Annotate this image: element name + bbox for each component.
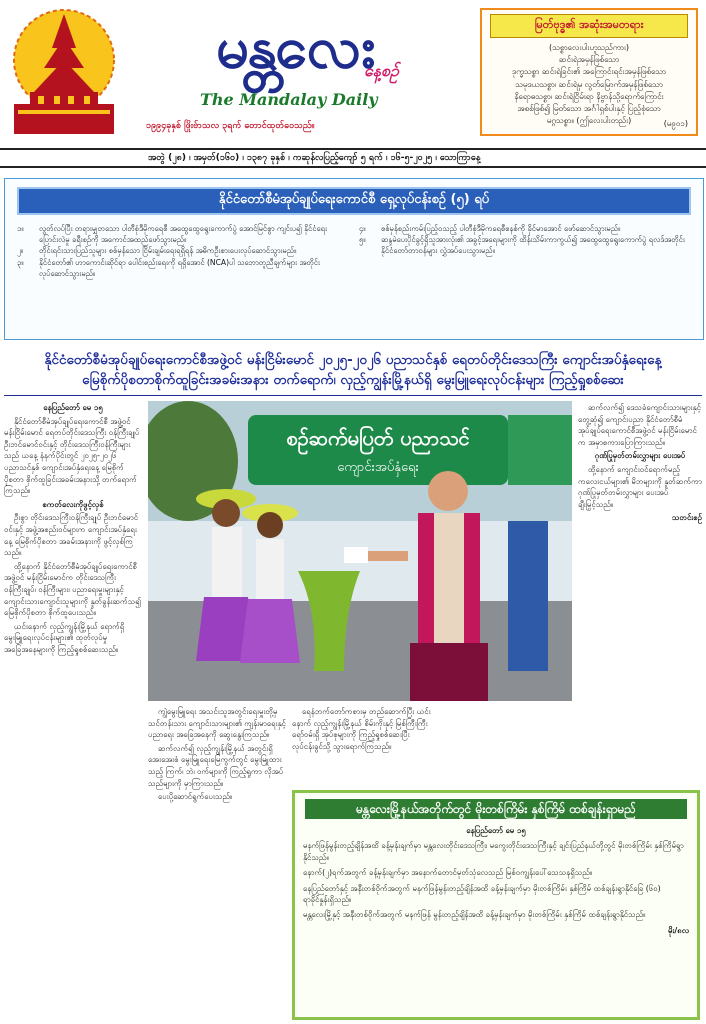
article-paragraph: ရေနံဘက်တော်ကစားမှ တည်ဆောက်ပြီး ယင်းနောက် လှည့်ကျွန်းမြို့နယ် စိမ်းကိုးနှင့် မြစ်ကြီးကြီးရော်ဝမ်းရှိ အုပ်စုများကို ကြည့်ရှုစစ်ဆေးပြီး လုပ်ငန်းခွင်သို့ သွားရောက်ကြသည်။ (292, 707, 431, 751)
objectives-left-column (17, 223, 349, 279)
news-photo (148, 401, 572, 701)
article-column-4 (578, 402, 702, 786)
article-paragraph: ပေးပို့ဆောင်ရွက်ပေးသည်။ (158, 792, 233, 802)
teaching-line: အစစ်ဖြစ်၍ မြတ်သော အင်္ဂါရှစ်ပါးနှင့် ပြည့်စုံသော (517, 104, 661, 114)
objectives-heading: နိုင်ငံတော်စီမံအုပ်ချုပ်ရေးကောင်စီ ရှေ့လုပ်ငန်းစဉ် (၅) ရပ် (17, 187, 691, 215)
ceremony-photo-illustration (148, 401, 572, 701)
masthead-title: မန္တလေး (216, 13, 374, 81)
masthead (0, 0, 706, 140)
palace-logo-icon (4, 8, 124, 138)
headline-line-2: မြေစိုက်ပိုစတာစိုက်ထူခြင်းအခမ်းအနား တက်ရောက်၊ လှည့်ကျွန်းမြို့နယ်ရှိ မွေးမြူရေးလုပ်ငန်းများ ကြည့်ရှုစစ်ဆေး (82, 372, 624, 388)
teaching-line: ဆင်းရဲအမှန်ဖြစ်သော (558, 55, 620, 65)
weather-paragraph: မန္တလေးမြို့နှင့် အနီးတစ်ဝိုက်အတွက် မနက်ဖြန် မွန်းတည့်ချိန်အထိ ခန့်မှန်းချက်မှာ မိုးတစ်ကြိမ်း နှစ်ကြိမ် ထစ်ချန်းရွာနိုင်သည်။ (303, 910, 646, 920)
banner-text-2: ကျောင်းအပ်နှံရေး (337, 460, 419, 475)
article-paragraph: ဦးစွာ တိုင်းဒေသကြီးဝန်ကြီးချုပ် ဦးဘင်မောင်ဝင်းနှင့် အဖွဲ့အစည်းဝင်များက ကျောင်းအပ်နှံရေးနေ့ မြေစိုက်ပိုစတာ အခမ်းအနားကို ဖွင့်လှစ်ကြသည်။ (4, 513, 139, 558)
article-paragraph: ဆက်လက်၍ လှည့်ကျွန်းမြို့နယ် အတွင်းရှိ အေးအေးစံ မွေးမြူရေးမြေကွက်တွင် မွေးမြူထားသည့် ကြက်၊ ဘဲ၊ ဝက်များကို ကြည့်ရှုကာ လိုအပ်သည်များကို မှာကြားသည်။ (148, 743, 284, 788)
objective-item: ၁။ လွတ်လပ်ပြီး တရားမျှတသော ပါတီစုံဒီမိုကရေစီ အထွေထွေရွေးကောက်ပွဲ အောင်မြင်စွာ ကျင်းပ၍ နိုင်ငံရေးပြောင်းလဲမှု ခရီးစဉ်ကို အကောင်အထည်ဖော်သွားမည်။ (17, 224, 327, 245)
continued-marker: မိုး/၈လ (667, 925, 689, 935)
banner-text-1: စဉ်ဆက်မပြတ် ပညာသင် (286, 426, 470, 450)
headline-line-1: နိုင်ငံတော်စီမံအုပ်ချုပ်ရေးကောင်စီအဖွဲ့ဝင် မန်းငြိမ်းမောင် ၂၀၂၅-၂၀၂၆ ပညာသင်နှစ် ရေတပ်တိုင်းဒေသကြီး ကျောင်းအပ်နှံရေးနေ့ (44, 352, 662, 368)
article-subhead: စကတ်လေးကိုဖွင့်လှစ် (42, 499, 104, 509)
founded-line: ၁၉၉၄ခုနှစ် ဖြိုးဗ်ာသလ ၃ရက် တောင်ထုတ်ဝေသည်။ (146, 121, 315, 131)
issue-dateline: အတွဲ (၂၈) ၊ အမှတ်(၁၆၀) ၊ ၁၃၈၇ ခုနှစ် ၊ ကဆုန်လပြည့်ကျော် ၅ ရက် ၊ ၁၆-၅-၂၀၂၅ ၊ သောကြာနေ့ (0, 148, 706, 168)
buddha-teaching-body (482, 42, 696, 127)
objective-item: ၃။ နိုင်ငံတော်၏ ဟာကောင်းဆိုင်ရာ ပေါင်းစည်းရေးကို ရရှိအောင် (NCA)ပါ သဘောတူညီချက်များ အတိုင်း လုပ်ဆောင်သွားမည်။ (17, 257, 320, 278)
weather-paragraph: နောက်(၂)ရက်အတွက် ခန့်မှန်းချက်မှာ အနောက်တောင်မုတ်သုံလေသည် မြစ်ဝကျွန်းပေါ်သေသနရှိသည်။ (303, 868, 593, 878)
weather-notice-box (292, 790, 700, 1020)
teaching-line: နိရောဓသစ္စာ၊ ဆင်းရဲငြိမ်းရာ နိဗ္ဗာန်သို့ရောက်ကြောင်း (514, 91, 664, 101)
article-dateline: နေပြည်တော် မေ ၁၅ (43, 403, 103, 412)
article-paragraph: ကျွဲမွေးမြူရေး အသင်းသူအတွင်းရေးမှူးတို့မှ သင်တန်းသား ကျောင်းသားများ၏ ကျန်းမာရေးနှင့် ပညာရေး အခြေအနေကို ဆွေးနွေးကြသည်။ (148, 707, 286, 740)
lead-headline (4, 350, 702, 390)
weather-paragraph: မနက်ဖြန်မွန်းတည့်ချိန်အထိ ခန့်မှန်းချက်မှာ မန္တလေးတိုင်းဒေသကြီး၊ မကွေးတိုင်းဒေသကြီးနှင့် ချင်းပြည်နယ်တို့တွင် မိုးတစ်ကြိမ်း နှစ်ကြိမ်ရွာနိုင်သည်။ (303, 841, 684, 862)
masthead-english-title: The Mandalay Daily (200, 90, 378, 109)
objective-item: ၅။ ဆန္ဒမဲပေးပိုင်ခွင့်ရှိသူအားလုံး၏ အခွင့်အရေးများကို ထိန်းသိမ်းကာကွယ်၍ အထွေထွေရွေးကောက်ပွဲ ရလဒ်အတိုင်း နိုင်ငံတော်တာဝန်များ လွှဲအပ်ပေးသွားမည်။ (359, 235, 685, 256)
masthead-daily-label: နေ့စဉ် (364, 61, 399, 80)
article-paragraph: ယင်းနောက် လှည့်ကျွန်းမြို့နယ် ရောက်ရှိ မွေးမြူရေးလုပ်ငန်းများ၏ ထုတ်လုပ်မှု အခြေအနေများကို ကြည့်ရှုစစ်ဆေးသည်။ (4, 621, 125, 654)
article-paragraph: ထို့နောက် နိုင်ငံတော်စီမံအုပ်ချုပ်ရေးကောင်စီအဖွဲ့ဝင် မန်းငြိမ်းမောင်က တိုင်းဒေသကြီးဝန်ကြီးချုပ်၊ ဝန်ကြီးများ၊ ပညာရေးမှူးများနှင့် ကျောင်းသားကျောင်းသူများကို နှုတ်ခွန်းဆက်သ၍ မြေစိုက်ပိုစတာ စိုက်ထူပေးသည်။ (4, 561, 142, 618)
teaching-line: သမုဒယသစ္စာ၊ ဆင်းရဲမှ လွတ်မြောက်အမှန်ဖြစ်သော (515, 79, 663, 89)
teaching-line: (သစ္စာလေးပါးဟူသည်ကား) (548, 43, 630, 52)
weather-notice-heading: မန္တလေးမြို့နယ်အတိုက်တွင် မိုးတစ်ကြိမ်း နှစ်ကြိမ် ထစ်ချန်းရှာမည် (305, 799, 687, 819)
article-column-2 (148, 706, 288, 1020)
article-paragraph: ထို့နောက် ကျောင်းဝင်ရောက်မည့် ကလေးငယ်များ၏ မိဘများကို နှုတ်ဆက်ကာ ဂုဏ်ပြုမှတ်တမ်းလွှာများ ပေးအပ်ချီးမြှင့်သည်။ (578, 464, 702, 509)
divider (4, 395, 702, 396)
weather-paragraph: နေပြည်တော်နှင့် အနီးတစ်ဝိုက်အတွက် မနက်ဖြန်မွန်းတည့်ချိန်အထိ ခန့်မှန်းချက်မှာ မိုးတစ်ကြိမ်း နှစ်ကြိမ် ထစ်ချန်းရွာနိုင်ခြေ (၆၀) ရာခိုင်နှုန်းရှိသည်။ (303, 883, 661, 905)
article-subhead: ဂုဏ်ပြုမှတ်တမ်းလွှာများ ပေးအပ် (594, 451, 686, 461)
article-column-1 (4, 402, 142, 1020)
weather-dateline: နေပြည်တော် မေ ၁၅ (466, 826, 526, 835)
article-paragraph: ဆက်လက်၍ ဒေသခံကျောင်းသားများနှင့် တွေ့ဆုံ၍ ကျောင်းပညာ နိုင်ငံတော်စီမံအုပ်ချုပ်ရေးကောင်စီအဖွဲ့ဝင် မန်းငြိမ်းမောင်က အမှာစကားပြောကြားသည်။ (578, 403, 701, 447)
objectives-right-column (359, 223, 693, 257)
objective-item: ၄။ စစ်မှန်စည်းကမ်းပြည့်ဝသည့် ပါတီစုံဒီမိုကရေစီစနစ်ကို ခိုင်မာအောင် ဖော်ဆောင်သွားမည်။ (359, 224, 621, 233)
teaching-ref: (မ၉၀၁) (663, 119, 688, 128)
buddha-teaching-box (480, 8, 698, 136)
buddha-teaching-heading: မြတ်ဗုဒ္ဓ၏ အဆုံးအမတရား (490, 14, 688, 38)
weather-notice-body (295, 825, 697, 936)
teaching-line: ဒုက္ခသစ္စာ ဆင်းရဲခြင်း၏ အကြောင်းရင်းအမှန်ဖြစ်သော (511, 67, 667, 77)
objectives-box (4, 178, 704, 340)
objective-item: ၂။ တိုင်းရင်းသားပြည်သူများ စစ်မှန်သော ငြိမ်းချမ်းရေးရရှိရန် အဓိကဦးစားပေးလုပ်ဆောင်သွားမည်။ (17, 246, 297, 256)
article-byline: သတင်းစဉ် (671, 513, 702, 523)
article-column-3 (292, 706, 432, 786)
article-paragraph: နိုင်ငံတော်စီမံအုပ်ချုပ်ရေးကောင်စီ အဖွဲ့ဝင် မန်းငြိမ်းမောင် ရေတပ်တိုင်းဒေသကြီး ဝန်ကြီးချုပ် ဦးဘင်မောင်ဝင်းနှင့် တိုင်းဒေသကြီးဝန်ကြီးများ သည် ယနေ့ နံနက်ပိုင်းတွင် ၂၀၂၅-၂၀၂၆ ပညာသင်နှစ် ကျောင်းအပ်နှံရေးနေ့ မြေစိုက်ပိုစတာ စိုက်ထူခြင်းအခမ်းအနားသို့ တက်ရောက်ကြသည်။ (4, 416, 140, 496)
teaching-line: မဂ္ဂသစ္စာ။ (ဤလေးပါးတည်း) (546, 116, 632, 126)
